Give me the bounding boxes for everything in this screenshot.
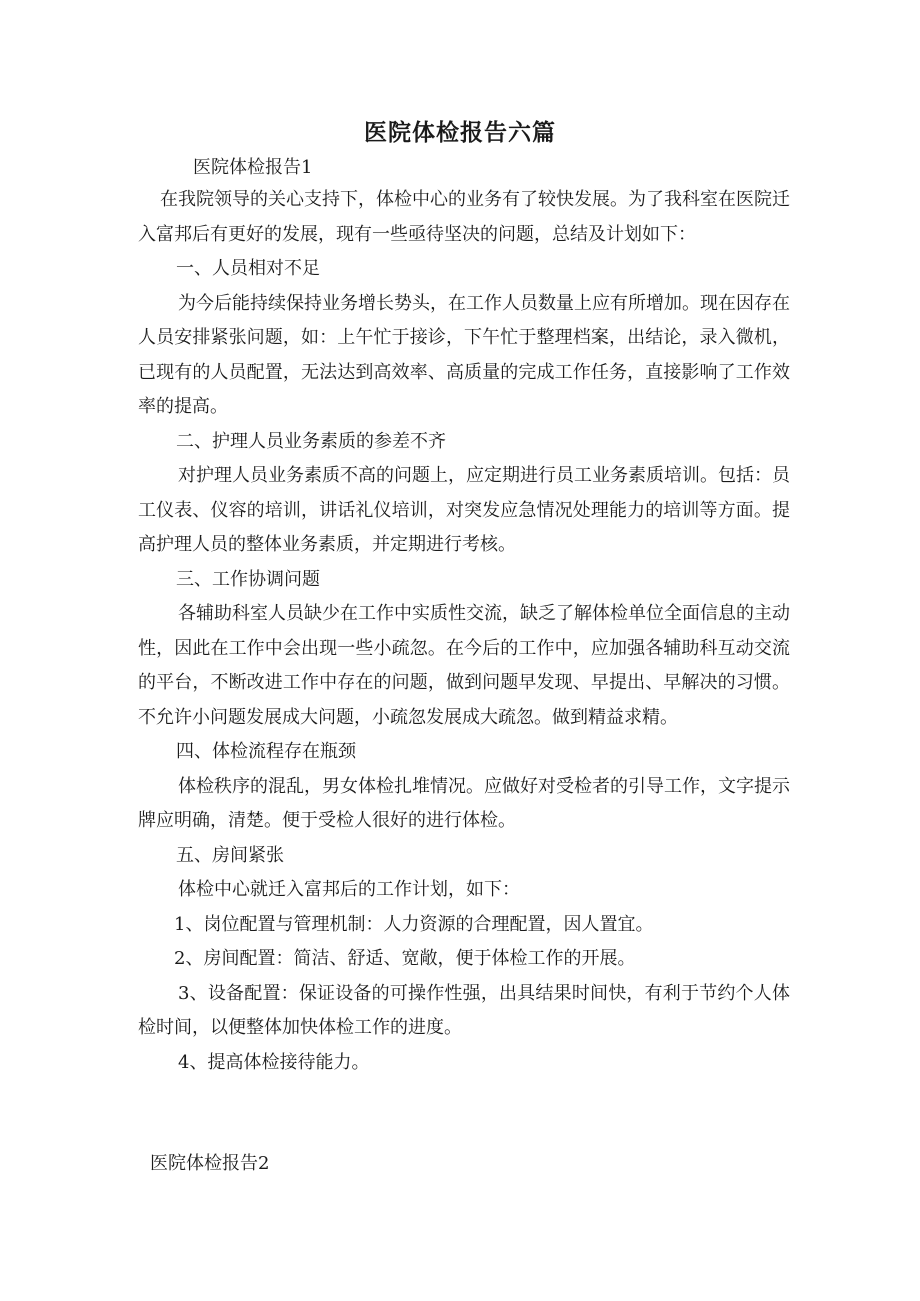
section-1-title: 医院体检报告1 [193, 157, 313, 178]
plan-item-4: 4、提高体检接待能力。 [178, 1051, 370, 1073]
heading-4: 四、体检流程存在瓶颈 [176, 741, 356, 762]
plan-item-2: 2、房间配置：简洁、舒适、宽敞，便于体检工作的开展。 [174, 948, 636, 969]
paragraph-3: 各辅助科室人员缺少在工作中实质性交流，缺乏了解体检单位全面信息的主动性，因此在工作中会出现一些小疏忽。在今后的工作中，应加强各辅助科互动交流的平台，不断改进工作中存在的问题，做到问题早发现、早提出、早解决的习惯。不允许小问题发展成大问题，小疏忽发展成大疏忽。做到精益求精。 [138, 603, 790, 728]
heading-1: 一、人员相对不足 [176, 258, 320, 279]
document-body [138, 183, 790, 1080]
heading-2: 二、护理人员业务素质的参差不齐 [176, 430, 446, 452]
intro-paragraph: 在我院领导的关心支持下，体检中心的业务有了较快发展。为了我科室在医院迁入富邦后有更好的发展，现有一些亟待坚决的问题，总结及计划如下： [138, 189, 790, 245]
paragraph-2: 对护理人员业务素质不高的问题上，应定期进行员工业务素质培训。包括：员工仪表、仪容的培训，讲话礼仪培训，对突发应急情况处理能力的培训等方面。提高护理人员的整体业务素质，并定期进行考核。 [138, 465, 790, 555]
paragraph-1: 为今后能持续保持业务增长势头，在工作人员数量上应有所增加。现在因存在人员安排紧张问题，如：上午忙于接诊，下午忙于整理档案，出结论，录入微机，已现有的人员配置，无法达到高效率、高质量的完成工作任务，直接影响了工作效率的提高。 [138, 292, 790, 417]
plan-item-3: 3、设备配置：保证设备的可操作性强，出具结果时间快，有利于节约个人体检时间，以便整体加快体检工作的进度。 [138, 982, 790, 1038]
plan-intro: 体检中心就迁入富邦后的工作计划，如下： [178, 879, 520, 900]
plan-item-1: 1、岗位配置与管理机制：人力资源的合理配置，因人置宜。 [174, 913, 654, 935]
document-title: 医院体检报告六篇 [364, 120, 556, 146]
heading-5: 五、房间紧张 [176, 844, 284, 866]
heading-3: 三、工作协调问题 [176, 568, 320, 590]
paragraph-4: 体检秩序的混乱，男女体检扎堆情况。应做好对受检者的引导工作，文字提示牌应明确，清楚。便于受检人很好的进行体检。 [138, 775, 790, 831]
section-2-title: 医院体检报告2 [150, 1153, 270, 1174]
